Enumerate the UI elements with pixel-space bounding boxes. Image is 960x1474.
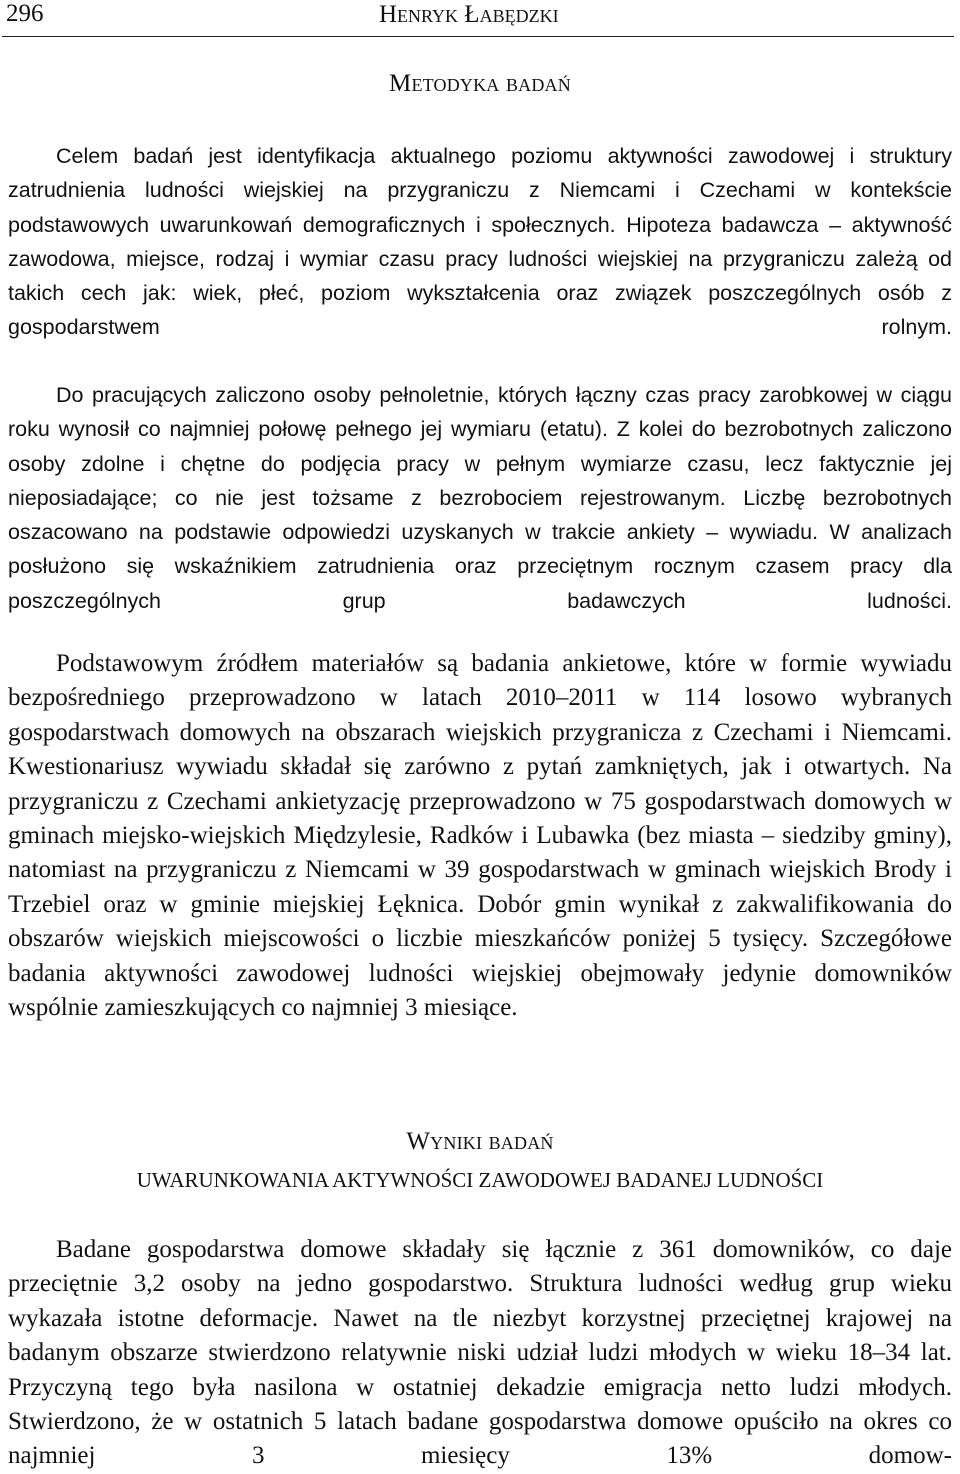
methodology-paragraph-1: Celem badań jest identyfikacja aktualnego poziomu aktywności zawodowej i struktury zatrudnienia ludności wiejskiej na przygraniczu z Niemcami i Czechami w kontekście podstawowych uwarunkowań demograficznych i społecznych. Hipoteza badawcza – aktywność zawodowa, miejsce, rodzaj i wymiar czasu pracy ludności wiejskiej na przygraniczu zależą od takich cech jak: wiek, płeć, poziom wykształcenia oraz związek poszczególnych osób z gospodarstwem rolnym.: [8, 144, 952, 340]
results-paragraph-1: Badane gospodarstwa domowe składały się łącznie z 361 domowników, co daje przeciętnie 3,2 osoby na jedno gospodarstwo. Struktura ludności według grup wieku wykazała istotne deformacje. Nawet na tle niezbyt korzystnej przeciętnej krajowej na badanym obszarze stwierdzono relatywnie niski udział ludzi młodych w wieku 18–34 lat. Przyczyną tego była nasilona w ostatniej dekadzie emigracja netto ludzi młodych. Stwierdzono, że w ostatnich 5 latach badane gospodarstwa domowe opuściło na okres co najmniej 3 miesięcy 13% domow-: [8, 1236, 952, 1470]
methodology-paragraph-3: Podstawowym źródłem materiałów są badania ankietowe, które w formie wywiadu bezpośredniego przeprowadzono w latach 2010–2011 w 114 losowo wybranych gospodarstwach domowych na obszarach wiejskich przygranicza z Czechami i Niemcami. Kwestionariusz wywiadu składał się zarówno z pytań zamkniętych, jak i otwartych. Na przygraniczu z Czechami ankietyzację przeprowadzono w 75 gospodarstwach domowych w gminach miejsko-wiejskich Międzylesie, Radków i Lubawka (bez miasta – siedziby gminy), natomiast na przygraniczu z Niemcami w 39 gospodarstwach w gminach wiejskich Brody i Trzebiel oraz w gminie miejskiej Łęknica. Dobór gmin wynikał z zakwalifikowania do obszarów wiejskich miejscowości o liczbie mieszkańców poniżej 5 tysięcy. Szczegółowe badania aktywności zawodowej ludności wiejskiej obejmowały jedynie domowników wspólnie zamieszkujących co najmniej 3 miesiące.: [8, 650, 952, 1022]
running-head-author: Henryk Łabędzki: [379, 1, 559, 28]
header-rule: [2, 36, 954, 37]
section-heading-methodology: Metodyka badań: [389, 70, 571, 97]
section-subheading-conditions: UWARUNKOWANIA AKTYWNOŚCI ZAWODOWEJ BADANEJ LUDNOŚCI: [136, 1168, 824, 1192]
page-number: 296: [6, 0, 44, 27]
section-heading-results: Wyniki badań: [406, 1128, 554, 1155]
running-head: [6, 0, 950, 34]
methodology-paragraph-2: Do pracujących zaliczono osoby pełnoletnie, których łączny czas pracy zarobkowej w ciągu roku wynosił co najmniej połowę pełnego jej wymiaru (etatu). Z kolei do bezrobotnych zaliczono osoby zdolne i chętne do podjęcia pracy w pełnym wymiarze czasu, lecz faktycznie jej nieposiadające; co nie jest tożsame z bezrobociem rejestrowanym. Liczbę bezrobotnych oszacowano na podstawie odpowiedzi uzyskanych w trakcie ankiety – wywiadu. W analizach posłużono się wskaźnikiem zatrudnienia oraz przeciętnym rocznym czasem pracy dla poszczególnych grup badawczych ludności.: [8, 383, 952, 613]
